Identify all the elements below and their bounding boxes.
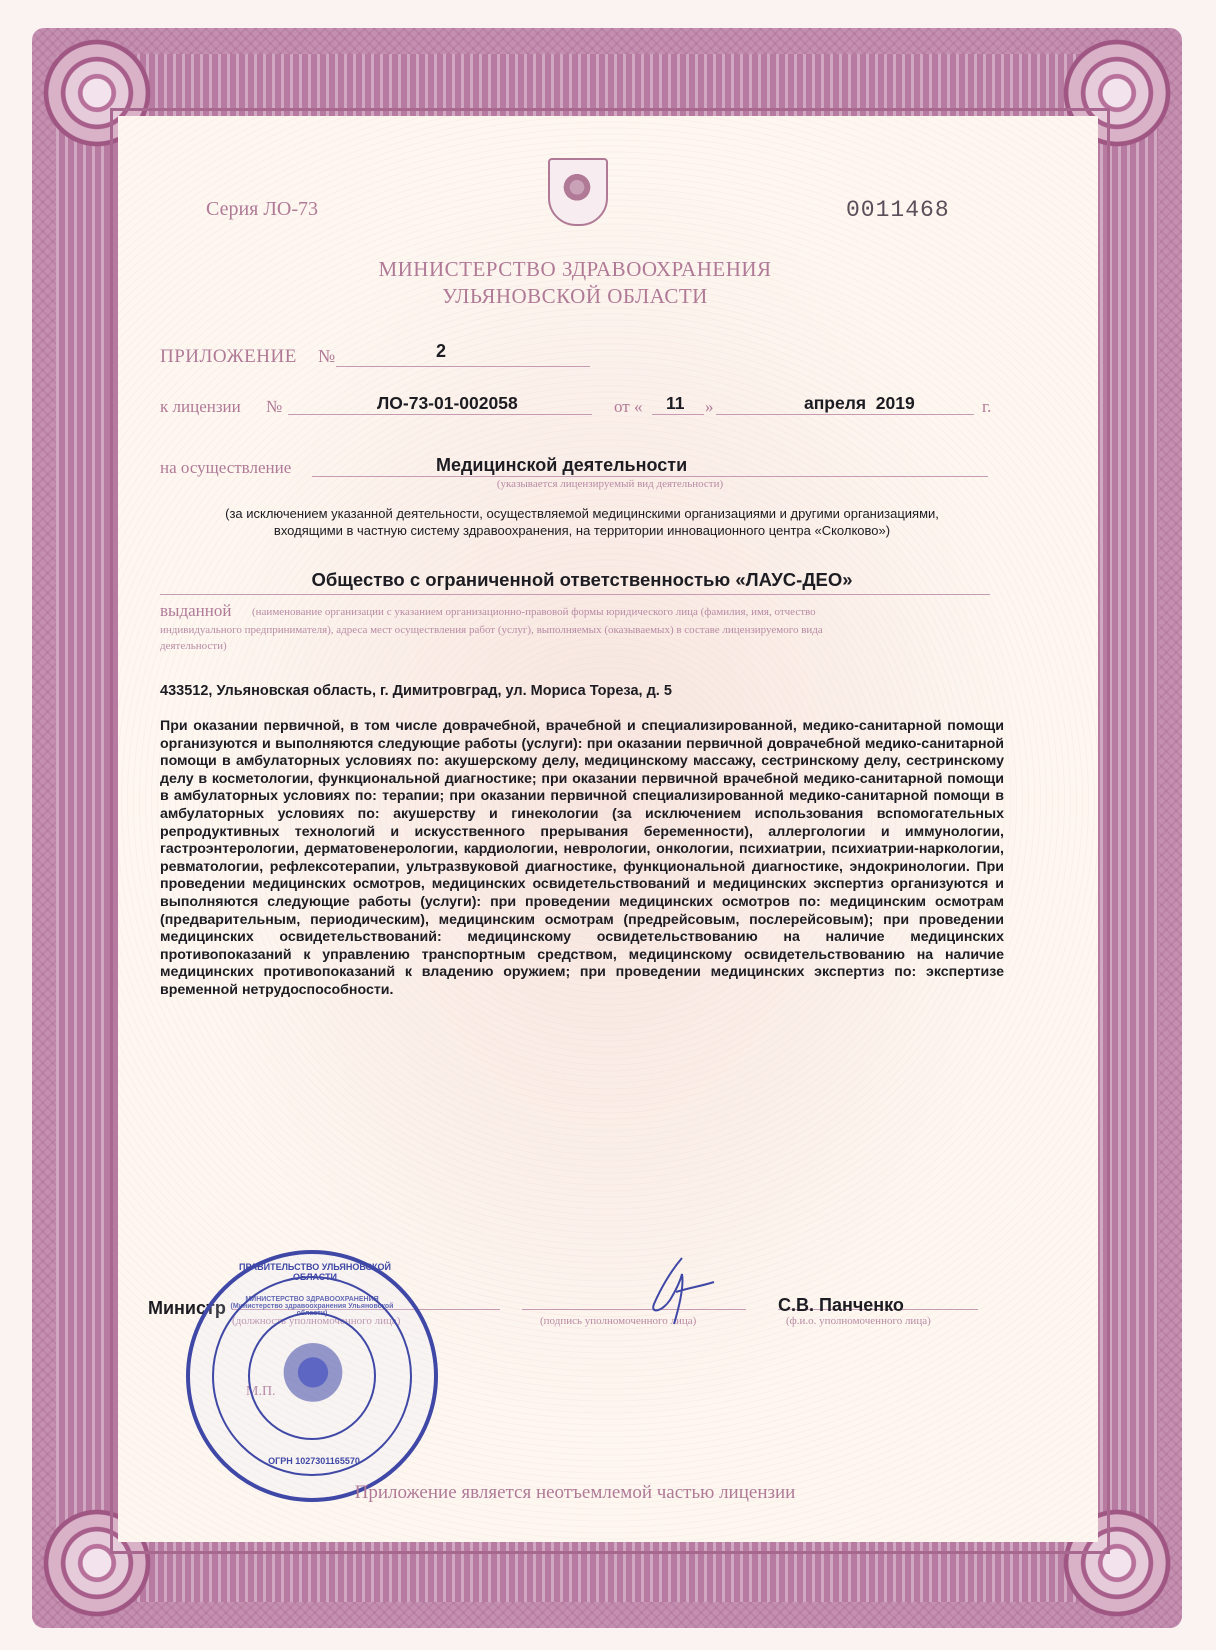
activity-exclusion-line2: входящими в частную систему здравоохранения, на территории инновационного центра «Сколково») xyxy=(273,523,891,538)
appendix-label: ПРИЛОЖЕНИЕ xyxy=(160,346,297,367)
series-label: Серия ЛО-73 xyxy=(206,198,319,220)
appendix-number-sign: № xyxy=(318,346,336,366)
issued-hint-line1: (наименование организации с указанием организационно-правовой формы юридического лица (фамилия, имя, отчество xyxy=(252,606,816,618)
issued-hint-line3: деятельности) xyxy=(160,640,227,652)
license-day-close: » xyxy=(705,397,714,416)
organization-underline xyxy=(160,594,990,595)
serial-number: 0011468 xyxy=(846,197,950,223)
handwritten-signature-icon xyxy=(640,1252,720,1332)
footer-note: Приложение является неотъемлемой частью лицензии xyxy=(354,1482,796,1503)
official-stamp xyxy=(186,1250,438,1502)
stamp-outer-text: ПРАВИТЕЛЬСТВО УЛЬЯНОВСКОЙ ОБЛАСТИ xyxy=(238,1262,392,1282)
ministry-title-line2: УЛЬЯНОВСКОЙ ОБЛАСТИ xyxy=(442,284,708,308)
license-number-underline xyxy=(288,414,592,415)
activity-exclusion-line1: (за исключением указанной деятельности, осуществляемой медицинскими организациями и другими организациями, xyxy=(225,506,939,521)
activity-hint: (указывается лицензируемый вид деятельности) xyxy=(496,478,724,490)
license-number-sign: № xyxy=(266,397,283,416)
license-year-suffix: г. xyxy=(982,397,992,416)
issued-hint-line2: индивидуального предпринимателя), адреса мест осуществления работ (услуг), выполняемых (оказываемых) в составе лицензируемого вида xyxy=(160,624,823,636)
appendix-number-underline xyxy=(336,366,590,367)
license-label: к лицензии xyxy=(160,397,241,416)
seal-label: М.П. xyxy=(246,1384,276,1399)
signatory-position: Министр xyxy=(148,1298,226,1318)
license-number: ЛО-73-01-002058 xyxy=(377,393,518,413)
services-text: При оказании первичной, в том числе доврачебной, врачебной и специализированной, медико-санитарной помощи организуются и выполняются следующие работы (услуги): при оказании первичной доврачебной медико-санитарной помощи в амбулаторных условиях по: акушерскому делу, медицинскому массажу, сестринскому делу, сестринскому делу в косметологии, функциональной диагностике; при оказании первичной врачебной медико-санитарной помощи в амбулаторных условиях по: терапии; при оказании первичной специализированной медико-санитарной помощи в амбулаторных условиях по: акушерству и гинекологии (за исключением использования вспомогательных репродуктивных технологий и искусственного прерывания беременности), аллергологии и иммунологии, гастроэнтерологии, дерматовенерологии, кардиологии, неврологии, онкологии, психиатрии, психиатрии-наркологии, ревматологии, рефлексотерапии, ультразвуковой диагностике, функциональной диагностике, эндокринологии. При проведении медицинских осмотров, медицинских освидетельствований и медицинских экспертиз организуются и выполняются следующие работы (услуги): при проведении медицинских осмотров по: медицинским осмотрам (предварительным, периодическим), медицинским осмотрам (предрейсовым, послерейсовым); при проведении медицинских освидетельствований: медицинскому освидетельствованию на наличие медицинских противопоказаний к управлению транспортным средством, медицинскому освидетельствованию на наличие медицинских противопоказаний к владению оружием; при проведении медицинских экспертиз по: экспертизе временной нетрудоспособности. xyxy=(160,718,1004,998)
activity-value: Медицинской деятельности xyxy=(436,455,688,475)
ministry-title-line1: МИНИСТЕРСТВО ЗДРАВООХРАНЕНИЯ xyxy=(378,257,772,281)
license-day-underline xyxy=(652,414,704,415)
signatory-name: С.В. Панченко xyxy=(778,1295,904,1315)
license-month-year: апреля 2019 xyxy=(804,393,915,413)
license-date-from-label: от « xyxy=(614,397,643,416)
stamp-ogrn: ОГРН 1027301165570 xyxy=(268,1456,360,1466)
license-day: 11 xyxy=(666,393,685,413)
activity-label: на осуществление xyxy=(160,458,292,477)
double-headed-eagle-icon xyxy=(562,172,592,206)
stamp-inner-ring xyxy=(248,1312,376,1440)
address: 433512, Ульяновская область, г. Димитровград, ул. Мориса Тореза, д. 5 xyxy=(160,683,672,699)
stamp-eagle-icon xyxy=(278,1340,348,1412)
coat-of-arms-icon xyxy=(548,158,608,226)
stamp-inner-text: МИНИСТЕРСТВО ЗДРАВООХРАНЕНИЯ (Министерство здравоохранения Ульяновской области) xyxy=(230,1296,394,1317)
appendix-number: 2 xyxy=(436,341,447,361)
activity-underline xyxy=(312,476,988,477)
license-month-underline xyxy=(716,414,974,415)
name-hint: (ф.и.о. уполномоченного лица) xyxy=(786,1315,931,1327)
position-hint: (должность уполномоченного лица) xyxy=(232,1315,401,1327)
organization-name: Общество с ограниченной ответственностью «ЛАУС-ДЕО» xyxy=(311,569,853,590)
signature-hint: (подпись уполномоченного лица) xyxy=(540,1315,697,1327)
issued-label: выданной xyxy=(160,601,232,620)
